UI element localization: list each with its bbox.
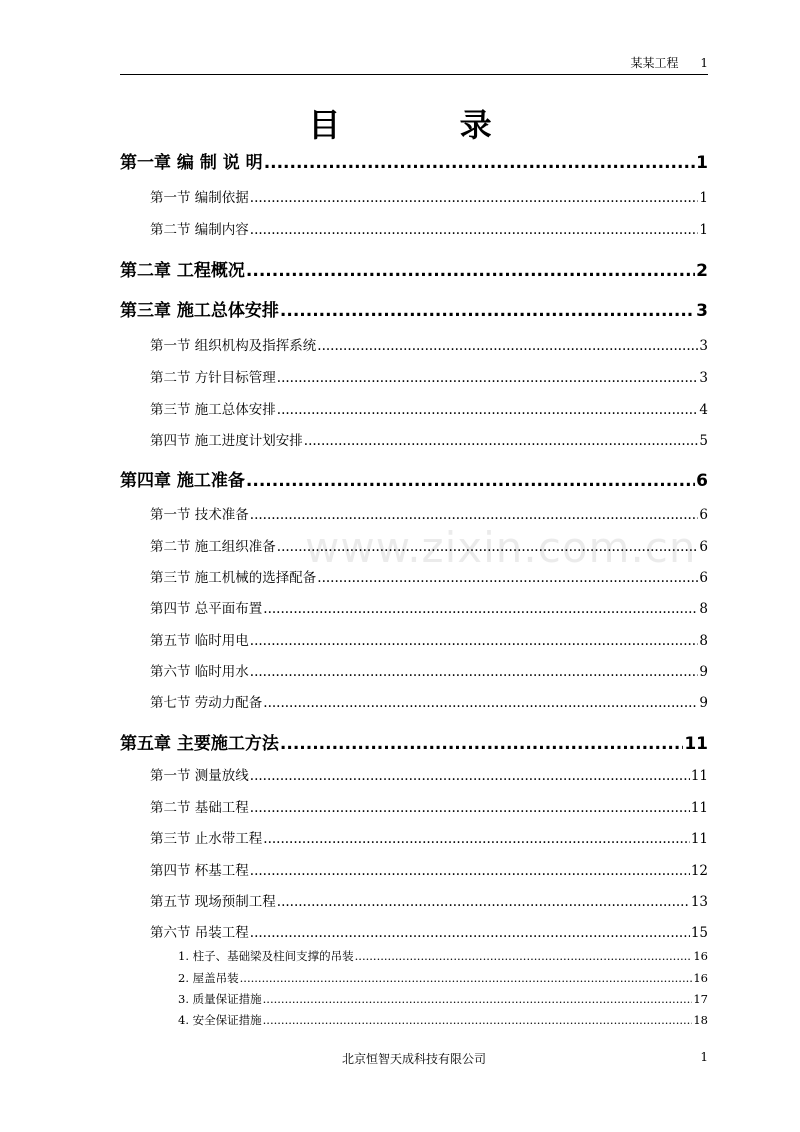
- toc-entry-page: 11: [690, 831, 708, 847]
- toc-entry-page: 5: [699, 433, 708, 449]
- toc-entry-page: 6: [699, 507, 708, 523]
- toc-entry-label: 第一节 编制依据: [150, 190, 249, 206]
- page-header: [120, 54, 708, 75]
- header-title: 某某工程: [630, 56, 679, 70]
- toc-dot-leader: [250, 633, 699, 649]
- toc-entry-page: 3: [696, 301, 708, 321]
- toc-entry-page: 9: [699, 695, 708, 711]
- toc-entry-page: 1: [696, 153, 708, 173]
- toc-entry-chapter[interactable]: [120, 296, 708, 321]
- toc-entry-label: 第二节 基础工程: [150, 800, 249, 816]
- toc-entry-chapter[interactable]: [120, 729, 708, 754]
- toc-dot-leader: [250, 190, 699, 206]
- toc-entry-section[interactable]: [150, 503, 708, 523]
- toc-entry-label: 第七节 劳动力配备: [150, 695, 263, 711]
- toc-entry-section[interactable]: [150, 691, 708, 711]
- toc-dot-leader: [250, 863, 690, 879]
- toc-dot-leader: [304, 433, 699, 449]
- toc-dot-leader: [280, 301, 695, 321]
- toc-entry-page: 12: [690, 863, 708, 879]
- toc-dot-leader: [263, 992, 693, 1006]
- toc-entry-label: 第一节 组织机构及指挥系统: [150, 338, 317, 354]
- toc-dot-leader: [250, 925, 690, 941]
- toc-entry-label: 第二章 工程概况: [120, 261, 245, 281]
- toc-entry-chapter[interactable]: [120, 256, 708, 281]
- toc-dot-leader: [263, 1013, 693, 1027]
- toc-entry-page: 16: [693, 949, 708, 963]
- toc-entry-page: 17: [693, 992, 708, 1006]
- toc-title: 目 录: [308, 106, 546, 144]
- toc-entry-section[interactable]: [150, 429, 708, 449]
- toc-entry-section[interactable]: [150, 764, 708, 784]
- toc-dot-leader: [250, 222, 699, 238]
- toc-entry-section[interactable]: [150, 398, 708, 418]
- toc-entry-label: 3. 质量保证措施: [178, 992, 262, 1006]
- toc-dot-leader: [246, 471, 695, 491]
- footer-page-number: 1: [700, 1050, 708, 1064]
- toc-dot-leader: [246, 261, 695, 281]
- toc-dot-leader: [280, 734, 683, 754]
- toc-entry-section[interactable]: [150, 890, 708, 910]
- toc-entry-sub[interactable]: [178, 970, 708, 986]
- toc-entry-sub[interactable]: [178, 948, 708, 964]
- page-footer: [120, 1050, 708, 1067]
- toc-entry-label: 第三节 施工总体安排: [150, 402, 276, 418]
- toc-entry-page: 13: [690, 894, 708, 910]
- toc-dot-leader: [264, 153, 695, 173]
- toc-entry-section[interactable]: [150, 366, 708, 386]
- toc-entry-label: 第四节 总平面布置: [150, 601, 263, 617]
- toc-entry-section[interactable]: [150, 796, 708, 816]
- toc-entry-label: 第二节 编制内容: [150, 222, 249, 238]
- toc-entry-section[interactable]: [150, 921, 708, 941]
- toc-dot-leader: [250, 507, 699, 523]
- toc-dot-leader: [263, 831, 690, 847]
- toc-entry-page: 1: [699, 222, 708, 238]
- toc-entry-section[interactable]: [150, 334, 708, 354]
- toc-entry-section[interactable]: [150, 827, 708, 847]
- toc-entry-label: 第六节 临时用水: [150, 664, 249, 680]
- toc-entry-chapter[interactable]: [120, 466, 708, 491]
- toc-entry-label: 4. 安全保证措施: [178, 1013, 262, 1027]
- toc-entry-label: 第五章 主要施工方法: [120, 734, 279, 754]
- toc-entry-label: 第四章 施工准备: [120, 471, 245, 491]
- toc-entry-section[interactable]: [150, 859, 708, 879]
- toc-entry-label: 第一节 测量放线: [150, 768, 249, 784]
- toc-entry-label: 第五节 临时用电: [150, 633, 249, 649]
- toc-entry-page: 3: [699, 370, 708, 386]
- toc-entry-page: 6: [696, 471, 708, 491]
- toc-entry-label: 第一章 编 制 说 明: [120, 153, 263, 173]
- toc-dot-leader: [263, 695, 698, 711]
- toc-dot-leader: [240, 971, 693, 985]
- toc-dot-leader: [317, 338, 698, 354]
- toc-entry-chapter[interactable]: [120, 148, 708, 173]
- toc-entry-section[interactable]: [150, 535, 708, 555]
- toc-dot-leader: [250, 800, 690, 816]
- toc-entry-page: 11: [690, 800, 708, 816]
- toc-dot-leader: [277, 894, 690, 910]
- toc-entry-section[interactable]: [150, 218, 708, 238]
- toc-entry-page: 11: [684, 734, 708, 754]
- toc-entry-label: 1. 柱子、基础梁及柱间支撑的吊装: [178, 949, 354, 963]
- toc-entry-label: 第四节 施工进度计划安排: [150, 433, 303, 449]
- toc-entry-label: 第三章 施工总体安排: [120, 301, 279, 321]
- toc-entry-page: 15: [690, 925, 708, 941]
- toc-entry-label: 2. 屋盖吊装: [178, 971, 239, 985]
- toc-entry-section[interactable]: [150, 186, 708, 206]
- toc-entry-label: 第二节 方针目标管理: [150, 370, 276, 386]
- toc-entry-label: 第三节 止水带工程: [150, 831, 263, 847]
- toc-entry-label: 第三节 施工机械的选择配备: [150, 570, 317, 586]
- toc-entry-page: 6: [699, 570, 708, 586]
- toc-entry-page: 8: [699, 633, 708, 649]
- toc-entry-section[interactable]: [150, 660, 708, 680]
- toc-dot-leader: [250, 664, 699, 680]
- toc-entry-page: 8: [699, 601, 708, 617]
- toc-dot-leader: [277, 370, 699, 386]
- toc-entry-sub[interactable]: [178, 991, 708, 1007]
- toc-entry-section[interactable]: [150, 629, 708, 649]
- toc-entry-label: 第四节 杯基工程: [150, 863, 249, 879]
- toc-entry-page: 18: [693, 1013, 708, 1027]
- toc-entry-page: 2: [696, 261, 708, 281]
- toc-entry-page: 1: [699, 190, 708, 206]
- footer-company: 北京恒智天成科技有限公司: [341, 1052, 486, 1066]
- toc-entry-page: 4: [699, 402, 708, 418]
- toc-dot-leader: [277, 539, 699, 555]
- toc-dot-leader: [317, 570, 698, 586]
- toc-entry-page: 6: [699, 539, 708, 555]
- watermark: www.zixin.com.cn: [305, 523, 697, 572]
- toc-dot-leader: [277, 402, 699, 418]
- toc-dot-leader: [250, 768, 690, 784]
- toc-entry-page: 11: [690, 768, 708, 784]
- toc-entry-section[interactable]: [150, 597, 708, 617]
- toc-entry-page: 16: [693, 971, 708, 985]
- toc-dot-leader: [355, 949, 693, 963]
- toc-dot-leader: [263, 601, 698, 617]
- header-page-number: 1: [700, 56, 708, 70]
- toc-entry-label: 第六节 吊装工程: [150, 925, 249, 941]
- toc-entry-label: 第一节 技术准备: [150, 507, 249, 523]
- toc-entry-label: 第二节 施工组织准备: [150, 539, 276, 555]
- toc-entry-section[interactable]: [150, 566, 708, 586]
- toc-entry-label: 第五节 现场预制工程: [150, 894, 276, 910]
- toc-entry-page: 9: [699, 664, 708, 680]
- toc-entry-page: 3: [699, 338, 708, 354]
- toc-entry-sub[interactable]: [178, 1012, 708, 1028]
